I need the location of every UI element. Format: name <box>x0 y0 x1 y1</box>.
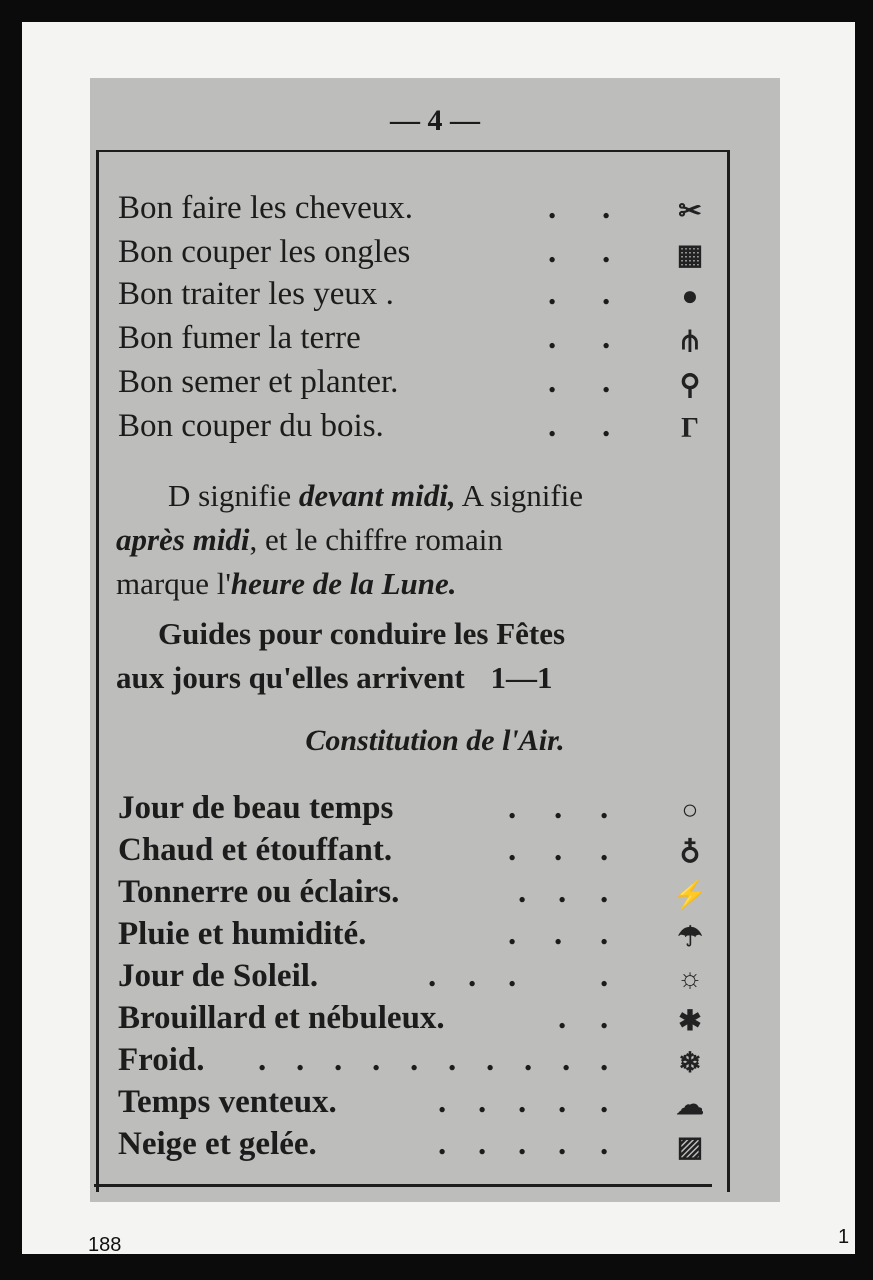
list1-row: Bon traiter les yeux . . . ● <box>118 276 708 318</box>
sun-face-icon: ☼ <box>677 963 703 994</box>
list2-text: Pluie et humidité. <box>118 916 367 952</box>
note-line-2: après midi, et le chiffre romain <box>116 522 503 557</box>
plough-icon: ⫛ <box>681 325 699 356</box>
list2-text: Chaud et étouffant. <box>118 832 393 868</box>
list2-row: Jour de Soleil. . . . . ☼ <box>118 958 708 1000</box>
seedling-icon: ⚲ <box>679 370 701 401</box>
cold-icon: ❄ <box>678 1048 702 1079</box>
list1-text: Bon couper les ongles <box>118 234 411 270</box>
photo-print <box>22 22 855 1254</box>
list2-row: Neige et gelée. . . . . . ▨ <box>118 1126 708 1168</box>
nail-block-icon: ▦ <box>676 240 704 271</box>
list2-row: Pluie et humidité. . . . ☂ <box>118 916 708 958</box>
eye-blot-icon: ● <box>681 281 699 312</box>
list1-text: Bon couper du bois. <box>118 408 384 444</box>
note-line-3: marque l'heure de la Lune. <box>116 566 457 601</box>
list2-text: Temps venteux. <box>118 1084 337 1120</box>
page-header: — 4 — <box>390 104 480 137</box>
legend-note <box>116 474 716 606</box>
wind-icon: ☁ <box>676 1090 704 1121</box>
list1-text: Bon traiter les yeux . <box>118 276 394 312</box>
list2-row: Jour de beau temps . . . ○ <box>118 790 708 832</box>
guides-line-2: aux jours qu'elles arrivent 1—1 <box>116 660 553 695</box>
list2-text: Brouillard et nébuleux. <box>118 1000 445 1036</box>
list1-text: Bon fumer la terre <box>118 320 361 356</box>
axe-icon: Γ <box>681 413 699 444</box>
section-title: Constitution de l'Air. <box>305 724 565 757</box>
list1-text: Bon semer et planter. <box>118 364 399 400</box>
list1-row: Bon faire les cheveux. . . ✂ <box>118 190 708 232</box>
page-number-left: 188 <box>88 1234 122 1256</box>
circle-icon: ○ <box>681 795 699 826</box>
list2-row: Brouillard et nébuleux. . . ✱ <box>118 1000 708 1042</box>
almanac-page-scan <box>90 78 780 1202</box>
list2-row: Chaud et étouffant. . . . ♁ <box>118 832 708 874</box>
list1-text: Bon faire les cheveux. <box>118 190 414 226</box>
feast-guide-mark: 1—1 <box>490 660 553 695</box>
page-number-right: 1 <box>838 1226 850 1248</box>
list2-text: Jour de beau temps <box>118 790 394 826</box>
list1-row: Bon couper du bois. . . Γ <box>118 408 708 450</box>
fog-icon: ✱ <box>678 1006 702 1037</box>
scissors-icon: ✂ <box>678 196 702 227</box>
lightning-icon: ⚡ <box>672 880 708 911</box>
list1-row: Bon couper les ongles . . ▦ <box>118 234 708 276</box>
heat-icon: ♁ <box>679 838 701 869</box>
list2-text: Jour de Soleil. <box>118 958 319 994</box>
list2-text: Neige et gelée. <box>118 1126 317 1162</box>
list2-row: Froid. . . . . . . . . . . ❄ <box>118 1042 708 1084</box>
list1-row: Bon semer et planter. . . ⚲ <box>118 364 708 406</box>
guides-line-1: Guides pour conduire les Fêtes <box>158 616 566 651</box>
bottom-rule <box>94 1184 712 1187</box>
note-line-1: D signifie devant midi, A signifie <box>168 478 584 513</box>
list1-row: Bon fumer la terre . . ⫛ <box>118 320 708 362</box>
rain-icon: ☂ <box>677 922 703 953</box>
list2-row: Temps venteux. . . . . . ☁ <box>118 1084 708 1126</box>
guides-note <box>116 612 716 700</box>
list2-text: Tonnerre ou éclairs. <box>118 874 400 910</box>
snow-hatch-icon: ▨ <box>676 1132 704 1163</box>
list2-row: Tonnerre ou éclairs. . . . ⚡ <box>118 874 708 911</box>
list2-text: Froid. <box>118 1042 205 1078</box>
